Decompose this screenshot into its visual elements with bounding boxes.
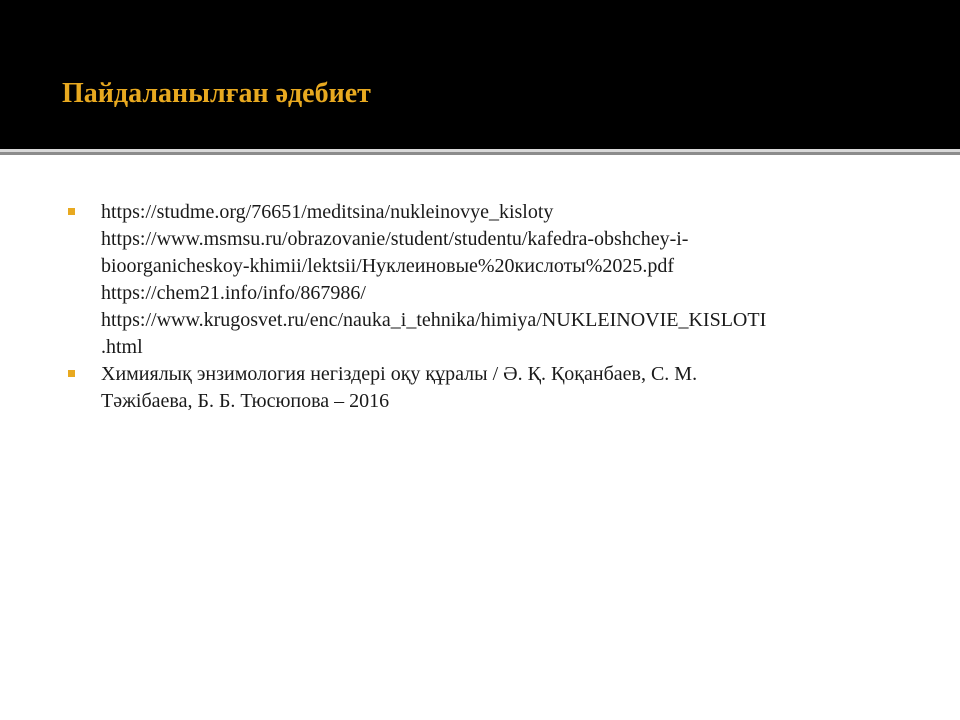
slide-title: Пайдаланылған әдебиет xyxy=(62,78,371,109)
reference-link: https://chem21.info/info/867986/ xyxy=(101,282,366,304)
bullet-item-textbook xyxy=(68,361,918,415)
bullet-list xyxy=(68,199,918,415)
bullet-item-references-links xyxy=(68,199,918,361)
reference-text: Химиялық энзимология негіздері оқу құралы / Ә. Қ. Қоқанбаев, С. М. xyxy=(101,363,698,385)
reference-link: https://www.msmsu.ru/obrazovanie/student/studentu/kafedra-obshchey-i- xyxy=(101,228,689,250)
divider-dark xyxy=(0,152,960,155)
reference-link-continuation: .html xyxy=(101,336,143,358)
square-bullet-icon xyxy=(68,208,75,215)
square-bullet-icon xyxy=(68,370,75,377)
reference-link: https://www.krugosvet.ru/enc/nauka_i_tehnika/himiya/NUKLEINOVIE_KISLOTI xyxy=(101,309,767,331)
reference-link: https://studme.org/76651/meditsina/nukleinovye_kisloty xyxy=(101,201,554,223)
reference-text-continuation: Тәжібаева, Б. Б. Тюсюпова – 2016 xyxy=(101,390,390,412)
reference-link-continuation: bioorganicheskoy-khimii/lektsii/Нуклеиновые%20кислоты%2025.pdf xyxy=(101,255,675,277)
title-band xyxy=(0,0,960,149)
